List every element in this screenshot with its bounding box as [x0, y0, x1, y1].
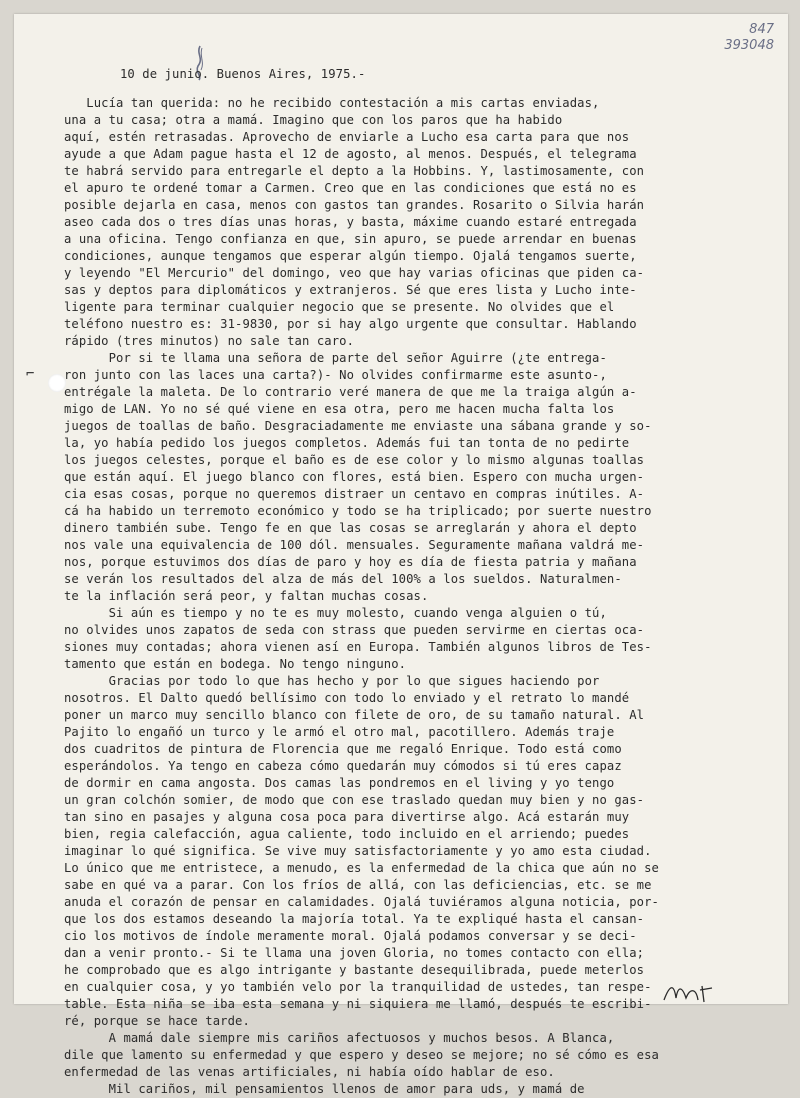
- letter-line: esperándolos. Ya tengo en cabeza cómo quedarán muy cómodos si tú eres capaz: [64, 759, 622, 773]
- letter-line: el apuro te ordené tomar a Carmen. Creo que en las condiciones que está no es: [64, 181, 637, 195]
- letter-line: te la inflación será peor, y faltan muchas cosas.: [64, 589, 429, 603]
- letter-line: entrégale la maleta. De lo contrario veré manera de que me la traiga algún a-: [64, 385, 637, 399]
- letter-line: siones muy contadas; ahora vienen así en Europa. También algunos libros de Tes-: [64, 640, 652, 654]
- letter-line: que están aquí. El juego blanco con flores, está bien. Espero con mucha urgen-: [64, 470, 645, 484]
- letter-line: condiciones, aunque tengamos que esperar algún tiempo. Ojalá tengamos suerte,: [64, 249, 637, 263]
- letter-line: de dormir en cama angosta. Dos camas las pondremos en el living y yo tengo: [64, 776, 615, 790]
- letter-line: Lucía tan querida: no he recibido contestación a mis cartas enviadas,: [64, 96, 600, 110]
- letter-line: la, yo había pedido los juegos completos. Además fui tan tonta de no pedirte: [64, 436, 630, 450]
- archive-number-bottom: 393048: [724, 38, 774, 53]
- letter-line: ayude a que Adam pague hasta el 12 de agosto, al menos. Después, el telegrama: [64, 147, 637, 161]
- letter-line: posible dejarla en casa, menos con gastos tan grandes. Rosarito o Silvia harán: [64, 198, 645, 212]
- letter-lines: [64, 95, 784, 1098]
- letter-line: no olvides unos zapatos de seda con strass que pueden servirme en ciertas oca-: [64, 623, 645, 637]
- letter-line: en cualquier cosa, y yo también velo por la tranquilidad de ustedes, tan respe-: [64, 980, 652, 994]
- letter-line: cá ha habido un terremoto económico y todo se ha triplicado; por suerte nuestro: [64, 504, 652, 518]
- letter-line: table. Esta niña se iba esta semana y ni siquiera me llamó, después te escribi-: [64, 997, 652, 1011]
- letter-line: aquí, estén retrasadas. Aprovecho de enviarle a Lucho esa carta para que nos: [64, 130, 630, 144]
- letter-line: Si aún es tiempo y no te es muy molesto, cuando venga alguien o tú,: [64, 606, 607, 620]
- letter-line: dile que lamento su enfermedad y que espero y deseo se mejore; no sé cómo es esa: [64, 1048, 659, 1062]
- letter-line: ré, porque se hace tarde.: [64, 1014, 250, 1028]
- letter-line: poner un marco muy sencillo blanco con filete de oro, de su tamaño natural. Al: [64, 708, 645, 722]
- letter-line: nos, porque estuvimos dos días de paro y hoy es día de fiesta patria y mañana: [64, 555, 637, 569]
- margin-mark: ⌐: [26, 366, 35, 382]
- letter-line: tan sino en pasajes y alguna cosa poca para divertirse algo. Acá estarán muy: [64, 810, 630, 824]
- letter-line: se verán los resultados del alza de más del 100% a los sueldos. Naturalmen-: [64, 572, 622, 586]
- archive-number: [724, 22, 774, 54]
- letter-line: imaginar lo qué significa. Se vive muy satisfactoriamente y yo amo esta ciudad.: [64, 844, 652, 858]
- letter-line: cia esas cosas, porque no queremos distraer un centavo en compras inútiles. A-: [64, 487, 645, 501]
- letter-line: dan a venir pronto.- Si te llama una joven Gloria, no tomes contacto con ella;: [64, 946, 645, 960]
- letter-line: A mamá dale siempre mis cariños afectuosos y muchos besos. A Blanca,: [64, 1031, 615, 1045]
- letter-line: bien, regia calefacción, agua caliente, todo incluido en el arriendo; puedes: [64, 827, 630, 841]
- letter-line: teléfono nuestro es: 31-9830, por si hay algo urgente que consultar. Hablando: [64, 317, 637, 331]
- letter-line: sas y deptos para diplomáticos y extranjeros. Sé que eres lista y Lucho inte-: [64, 283, 637, 297]
- letter-line: aseo cada dos o tres días unas horas, y basta, máxime cuando estaré entregada: [64, 215, 637, 229]
- dateline: 10 de junio. Buenos Aires, 1975.-: [120, 67, 366, 81]
- letter-line: sabe en qué va a parar. Con los fríos de allá, con las deficiencias, etc. se me: [64, 878, 652, 892]
- letter-line: te habrá servido para entregarle el depto a la Hobbins. Y, lastimosamente, con: [64, 164, 645, 178]
- letter-line: tamento que están en bodega. No tengo ninguno.: [64, 657, 407, 671]
- letter-line: he comprobado que es algo intrigante y bastante desequilibrada, puede meterlos: [64, 963, 645, 977]
- letter-body: [64, 66, 784, 1098]
- letter-line: dos cuadritos de pintura de Florencia que me regaló Enrique. Todo está como: [64, 742, 622, 756]
- letter-line: rápido (tres minutos) no sale tan caro.: [64, 334, 355, 348]
- letter-line: Pajito lo engañó un turco y le armó el otro mal, pacotillero. Además traje: [64, 725, 615, 739]
- letter-line: juegos de toallas de baño. Desgraciadamente me enviaste una sábana grande y so-: [64, 419, 652, 433]
- letter-line: cio los motivos de índole meramente moral. Ojalá podamos conversar y se deci-: [64, 929, 637, 943]
- letter-line: migo de LAN. Yo no sé qué viene en esa otra, pero me hacen mucha falta los: [64, 402, 615, 416]
- letter-line: Lo único que me entristece, a menudo, es la enfermedad de la chica que aún no se: [64, 861, 659, 875]
- letter-line: que los dos estamos deseando la majoría total. Ya te expliqué hasta el cansan-: [64, 912, 645, 926]
- letter-line: anuda el corazón de pensar en calamidades. Ojalá tuviéramos alguna noticia, por-: [64, 895, 659, 909]
- letter-line: y leyendo "El Mercurio" del domingo, veo que hay varias oficinas que piden ca-: [64, 266, 645, 280]
- letter-line: Gracias por todo lo que has hecho y por lo que sigues haciendo por: [64, 674, 600, 688]
- letter-line: a una oficina. Tengo confianza en que, sin apuro, se puede arrendar en buenas: [64, 232, 637, 246]
- letter-line: enfermedad de las venas artificiales, ni había oído hablar de eso.: [64, 1065, 555, 1079]
- letter-line: ligente para terminar cualquier negocio que se presente. No olvides que el: [64, 300, 615, 314]
- letter-line: ron junto con las laces una carta?)- No olvides confirmarme este asunto-,: [64, 368, 607, 382]
- letter-page: [14, 14, 788, 1096]
- letter-line: nosotros. El Dalto quedó bellísimo con todo lo enviado y el retrato lo mandé: [64, 691, 630, 705]
- letter-line: dinero también sube. Tengo fe en que las cosas se arreglarán y ahora el depto: [64, 521, 637, 535]
- letter-line: una a tu casa; otra a mamá. Imagino que con los paros que ha habido: [64, 113, 563, 127]
- letter-line: Por si te llama una señora de parte del señor Aguirre (¿te entrega-: [64, 351, 607, 365]
- signature: [660, 980, 718, 1006]
- letter-line: nos vale una equivalencia de 100 dól. mensuales. Seguramente mañana valdrá me-: [64, 538, 645, 552]
- letter-line: Mil cariños, mil pensamientos llenos de amor para uds, y mamá de: [64, 1082, 585, 1096]
- letter-line: los juegos celestes, porque el baño es de ese color y lo mismo algunas toallas: [64, 453, 645, 467]
- archive-number-top: 847: [749, 22, 774, 37]
- letter-line: un gran colchón somier, de modo que con ese traslado quedan muy bien y no gas-: [64, 793, 645, 807]
